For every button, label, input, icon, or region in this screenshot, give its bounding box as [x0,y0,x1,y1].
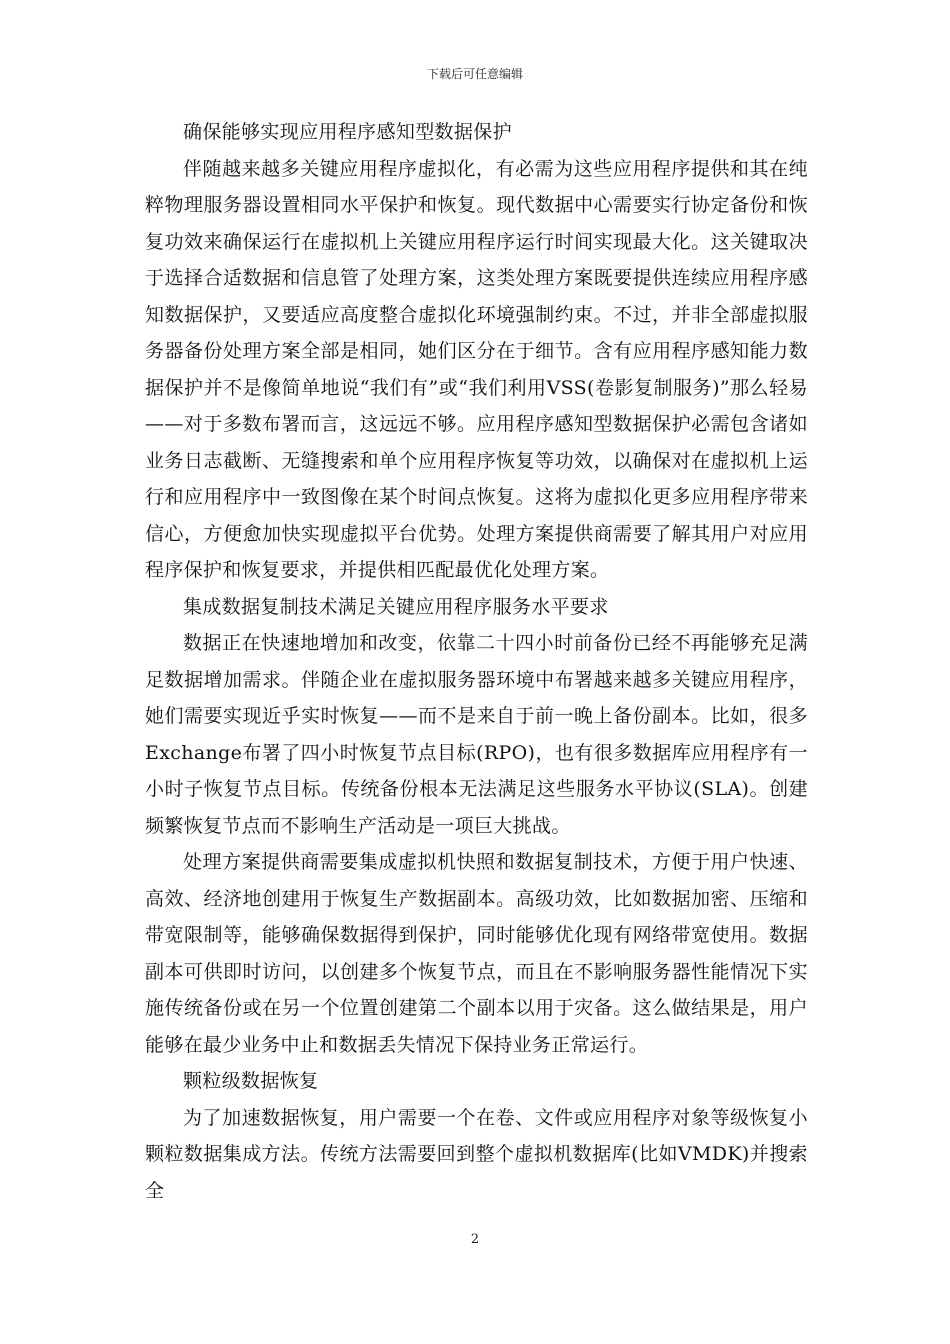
section-heading: 集成数据复制技术满足关键应用程序服务水平要求 [183,595,609,618]
document-body [145,114,808,1209]
page-header: 下载后可任意编辑 [426,67,523,81]
paragraph: 伴随越来越多关键应用程序虚拟化，有必需为这些应用程序提供和其在纯粹物理服务器设置相同水平保护和恢复。现代数据中心需要实行协定备份和恢复功效来确保运行在虚拟机上关键应用程序运行时间实现最大化。这关键取决于选择合适数据和信息管了处理方案，这类处理方案既要提供连续应用程序感知数据保护，又要适应高度整合虚拟化环境强制约束。不过，并非全部虚拟服务器备份处理方案全部是相同，她们区分在于细节。含有应用程序感知能力数据保护并不是像简单地说“我们有”或“我们利用VSS(卷影复制服务)”那么轻易——对于多数布署而言，这远远不够。应用程序感知型数据保护必需包含诸如业务日志截断、无缝搜索和单个应用程序恢复等功效，以确保对在虚拟机上运行和应用程序中一致图像在某个时间点恢复。这将为虚拟化更多应用程序带来信心，方便愈加快实现虚拟平台优势。处理方案提供商需要了解其用户对应用程序保护和恢复要求，并提供相匹配最优化处理方案。 [145,157,808,581]
paragraph: 为了加速数据恢复，用户需要一个在卷、文件或应用程序对象等级恢复小颗粒数据集成方法。传统方法需要回到整个虚拟机数据库(比如VMDK)并搜索全 [145,1106,808,1202]
section-heading: 颗粒级数据恢复 [183,1070,319,1092]
paragraph: 数据正在快速地增加和改变，依靠二十四小时前备份已经不再能够充足满足数据增加需求。伴随企业在虚拟服务器环境中布署越来越多关键应用程序，她们需要实现近乎实时恢复——而不是来自于前一晚上备份副本。比如，很多Exchange布署了四小时恢复节点目标(RPO)，也有很多数据库应用程序有一小时子恢复节点目标。传统备份根本无法满足这些服务水平协议(SLA)。创建频繁恢复节点而不影响生产活动是一项巨大挑战。 [145,632,808,837]
page-number: 2 [470,1232,480,1247]
paragraph: 处理方案提供商需要集成虚拟机快照和数据复制技术，方便于用户快速、高效、经济地创建用于恢复生产数据副本。高级功效，比如数据加密、压缩和带宽限制等，能够确保数据得到保护，同时能够优化现有网络带宽使用。数据副本可供即时访问，以创建多个恢复节点，而且在不影响服务器性能情况下实施传统备份或在另一个位置创建第二个副本以用于灾备。这么做结果是，用户能够在最少业务中止和数据丢失情况下保持业务正常运行。 [145,851,808,1056]
section-heading: 确保能够实现应用程序感知型数据保护 [183,121,512,143]
